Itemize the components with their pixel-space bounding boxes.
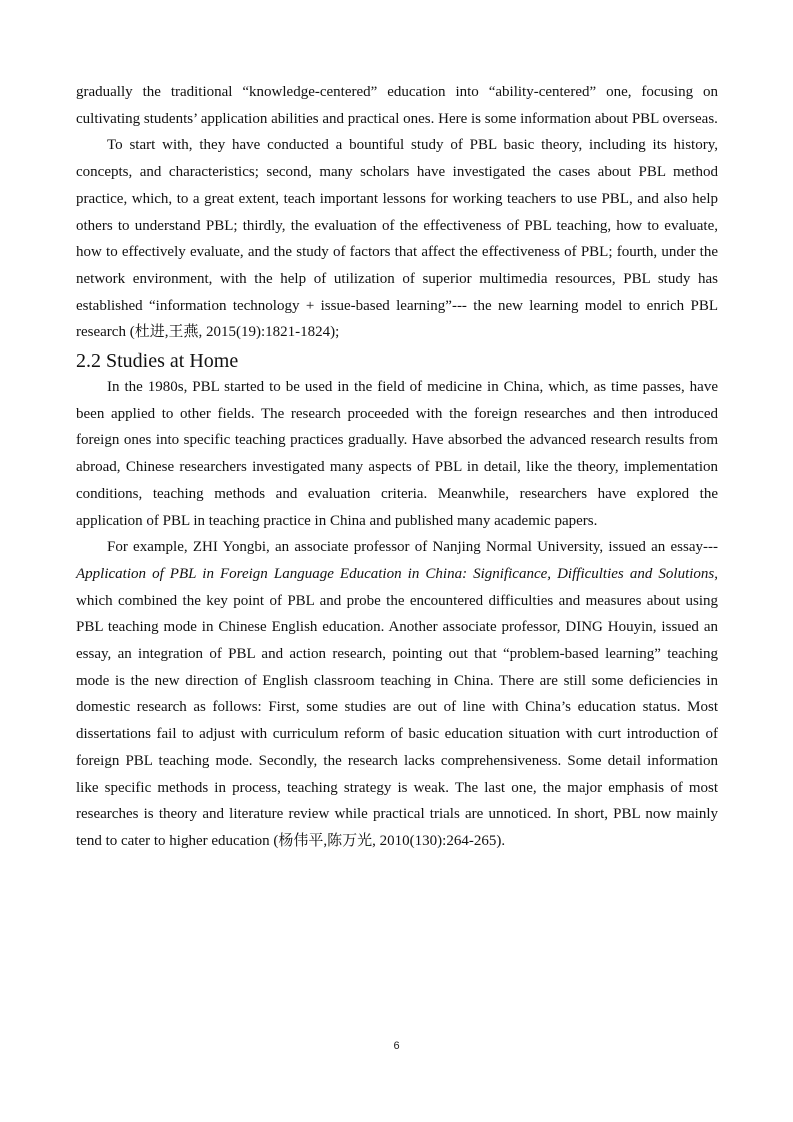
document-body [76, 79, 718, 855]
paragraph-pbl-in-china: In the 1980s, PBL started to be used in the field of medicine in China, which, as time passes, have been applied to other fields. The research proceeded with the foreign researches and then introduced foreign ones into specific teaching practices gradually. Have absorbed the advanced research results from abroad, Chinese researchers investigated many aspects of PBL in detail, like the theory, implementation conditions, teaching methods and evaluation criteria. Meanwhile, researchers have explored the application of PBL in teaching practice in China and published many academic papers. [76, 379, 718, 529]
paragraph-text-start: For example, ZHI Yongbi, an associate professor of Nanjing Normal University, issued an essay--- [107, 539, 718, 556]
paragraph-pbl-overseas-intro: gradually the traditional “knowledge-centered” education into “ability-centered” one, focusing on cultivating students’ application abilities and practical ones. Here is some information about PBL overseas. [76, 84, 718, 127]
page-number: 6 [393, 1040, 400, 1052]
paragraph-pbl-overseas-studies: To start with, they have conducted a bountiful study of PBL basic theory, including its history, concepts, and characteristics; second, many scholars have investigated the cases about PBL method practice, which, to a great extent, teach important lessons for working teachers to use PBL, and also help others to understand PBL; thirdly, the evaluation of the effectiveness of PBL teaching, how to evaluate, how to effectively evaluate, and the study of factors that affect the effectiveness of PBL; fourth, under the network environment, with the help of utilization of superior multimedia resources, PBL study has established “information technology + issue-based learning”--- the new learning model to enrich PBL research (杜进,王燕, 2015(19):1821-1824); [76, 137, 718, 341]
section-heading-studies-at-home: 2.2 Studies at Home [76, 350, 239, 373]
essay-title: Application of PBL in Foreign Language Education in China: Significance, Difficulties and Solutions [76, 565, 715, 582]
paragraph-text-end: , which combined the key point of PBL and probe the encountered difficulties and measures about using PBL teaching mode in Chinese English education. Another associate professor, DING Houyin, issued an essay, an integration of PBL and action research, pointing out that “problem-based learning” teaching mode is the new direction of English classroom teaching in China. There are still some deficiencies in domestic research as follows: First, some studies are out of line with China’s education status. Most dissertations fail to adjust with curriculum reform of basic education situation with curt introduction of foreign PBL teaching mode. Secondly, the research lacks comprehensiveness. Some detail information like specific methods in process, teaching strategy is weak. The last one, the major emphasis of most researches is theory and literature review while practical trials are unnoticed. In short, PBL now mainly tend to cater to higher education (杨伟平,陈万光, 2010(130):264-265). [76, 565, 718, 849]
paragraph-domestic-research [76, 534, 718, 854]
